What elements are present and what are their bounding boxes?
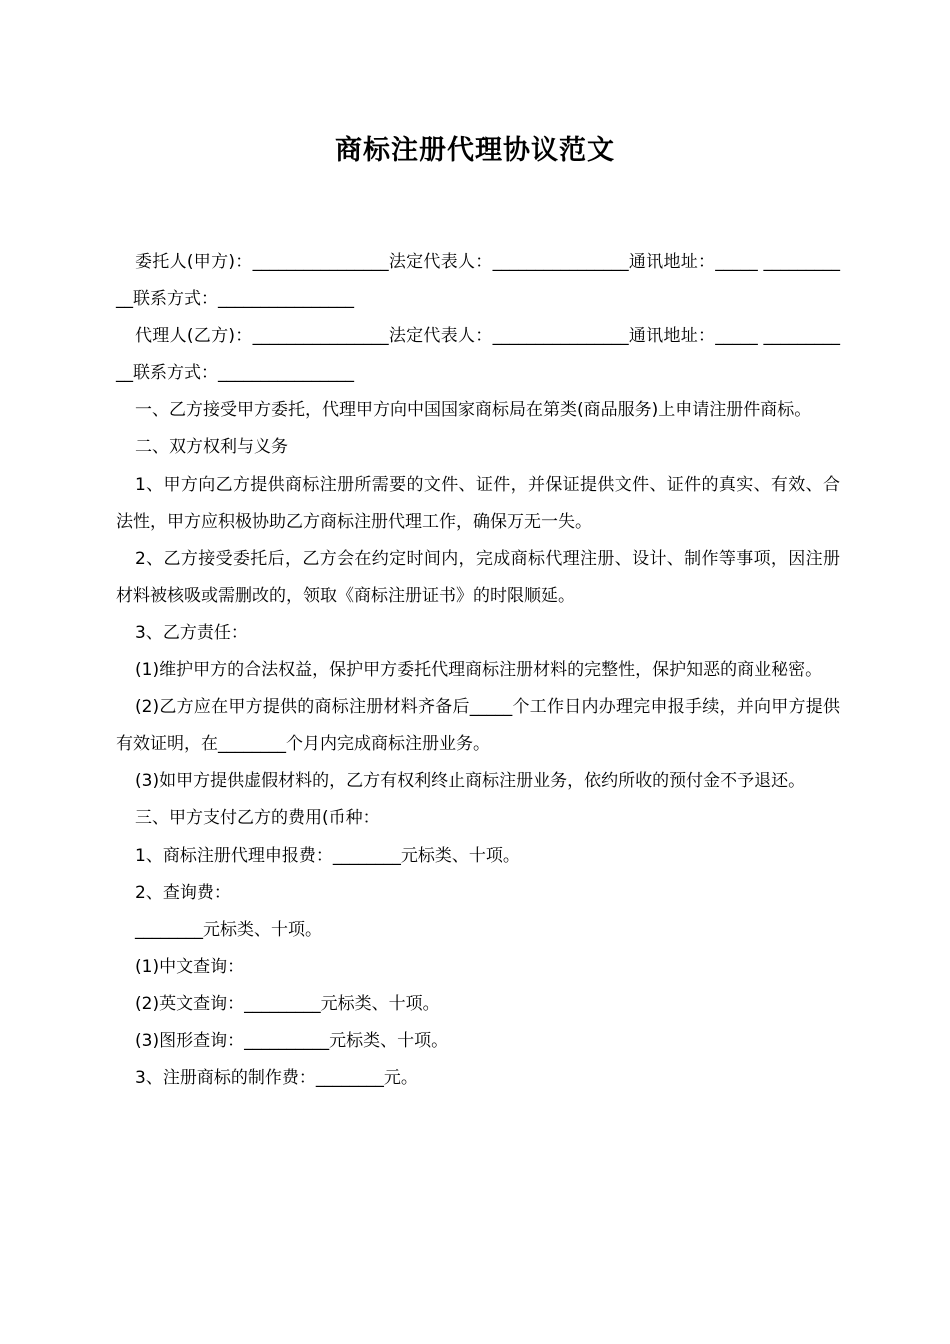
paragraph-clause-2-1: 1、甲方向乙方提供商标注册所需要的文件、证件，并保证提供文件、证件的真实、有效、合法性，甲方应积极协助乙方商标注册代理工作，确保万无一失。 bbox=[116, 474, 840, 532]
paragraph-fee-2: 2、查询费： bbox=[135, 882, 231, 903]
document-body bbox=[116, 244, 840, 1097]
paragraph-party-a: 委托人(甲方)：________________法定代表人：________________通讯地址：_____ ___________联系方式：________________ bbox=[116, 252, 840, 310]
paragraph-clause-2-3-1: (1)维护甲方的合法权益，保护甲方委托代理商标注册材料的完整性，保护知恶的商业秘密。 bbox=[135, 660, 823, 681]
paragraph-fee-1: 1、商标注册代理申报费：________元标类、十项。 bbox=[135, 845, 520, 866]
paragraph-clause-2-3-2: (2)乙方应在甲方提供的商标注册材料齐备后_____个工作日内办理完申报手续，并向甲方提供有效证明，在________个月内完成商标注册业务。 bbox=[116, 697, 840, 755]
paragraph-fee-2-2: (2)英文查询：_________元标类、十项。 bbox=[135, 993, 440, 1014]
paragraph-fee-3: 3、注册商标的制作费：________元。 bbox=[135, 1068, 418, 1089]
paragraph-fee-2-amount: ________元标类、十项。 bbox=[135, 919, 322, 940]
paragraph-section-2-heading: 二、双方权利与义务 bbox=[135, 437, 288, 458]
paragraph-clause-2-2: 2、乙方接受委托后，乙方会在约定时间内，完成商标代理注册、设计、制作等事项，因注册材料被核吸或需删改的，领取《商标注册证书》的时限顺延。 bbox=[116, 548, 840, 606]
paragraph-clause-2-3-3: (3)如甲方提供虚假材料的，乙方有权利终止商标注册业务，依约所收的预付金不予退还。 bbox=[135, 771, 806, 792]
paragraph-fee-2-1: (1)中文查询： bbox=[135, 956, 245, 977]
paragraph-fee-2-3: (3)图形查询：__________元标类、十项。 bbox=[135, 1030, 449, 1051]
document-title: 商标注册代理协议范文 bbox=[335, 135, 615, 166]
paragraph-clause-1: 一、乙方接受甲方委托，代理甲方向中国国家商标局在第类(商品服务)上申请注册件商标。 bbox=[135, 400, 812, 421]
paragraph-section-3-heading: 三、甲方支付乙方的费用(币种： bbox=[135, 808, 380, 829]
paragraph-clause-2-3: 3、乙方责任： bbox=[135, 622, 248, 643]
paragraph-party-b: 代理人(乙方)：________________法定代表人：________________通讯地址：_____ ___________联系方式：________________ bbox=[116, 326, 840, 384]
